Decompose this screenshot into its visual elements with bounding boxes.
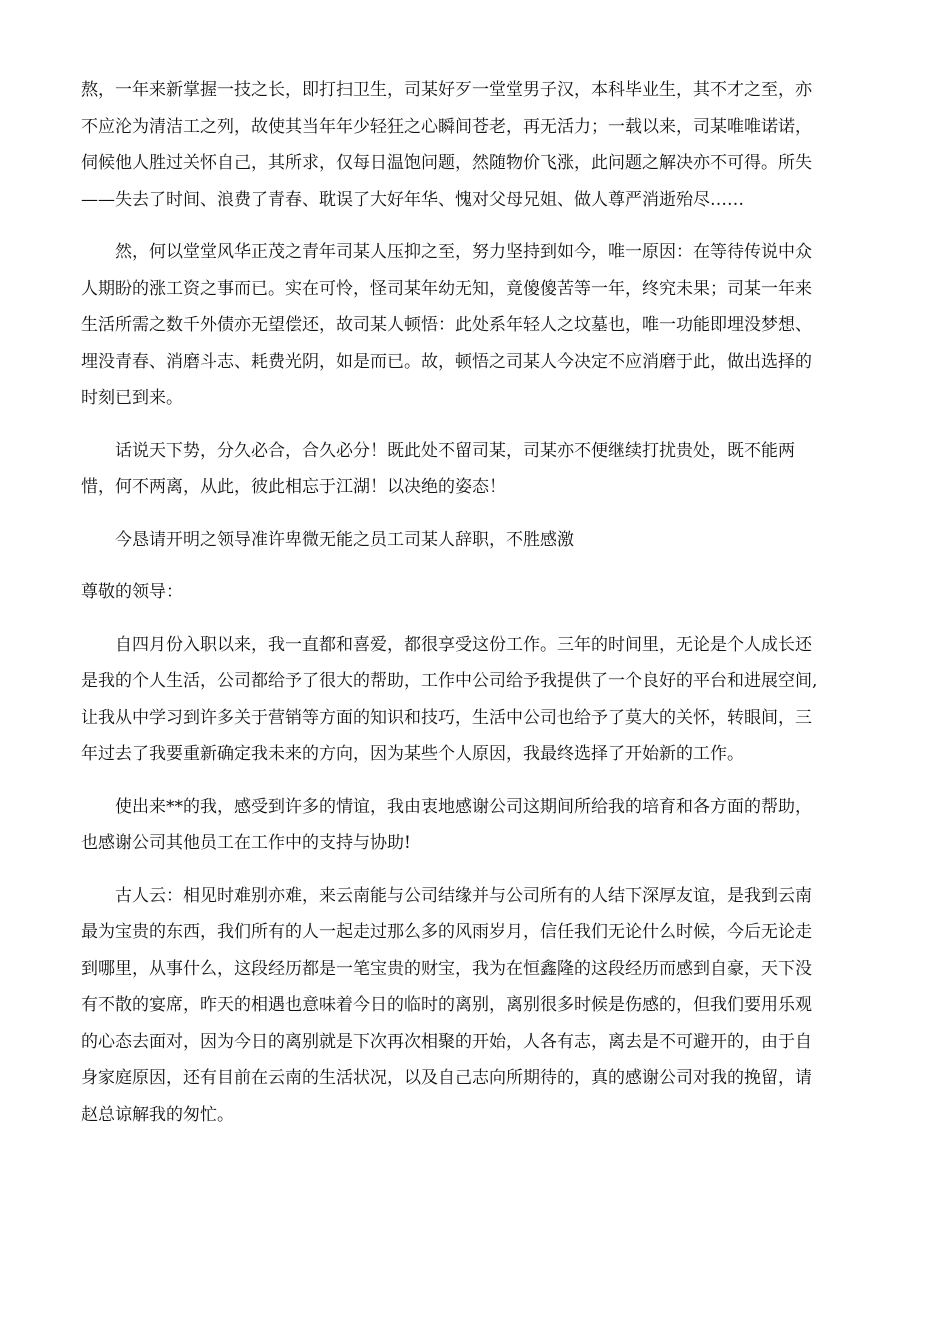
salutation bbox=[81, 574, 871, 611]
text-line: 自四月份入职以来，我一直都和喜爱，都很享受这份工作。三年的时间里，无论是个人成长还 bbox=[115, 634, 812, 655]
text-line: ——失去了时间、浪费了青春、耽误了大好年华、愧对父母兄姐、做人尊严消逝殆尽…… bbox=[81, 189, 744, 210]
paragraph-5 bbox=[81, 627, 871, 773]
text-line: 也感谢公司其他员工在工作中的支持与协助! bbox=[81, 833, 411, 853]
text-line: 赵总谅解我的匆忙。 bbox=[81, 1104, 234, 1125]
paragraph-2 bbox=[81, 234, 871, 417]
paragraph-4 bbox=[81, 522, 871, 559]
text-line: 惜，何不两离，从此，彼此相忘于江湖！以决绝的姿态！ bbox=[81, 477, 506, 497]
paragraph-3 bbox=[81, 433, 871, 506]
text-line: 人期盼的涨工资之事而已。实在可怜，怪司某年幼无知，竟傻傻苦等一年，终究未果；司某一年来 bbox=[81, 278, 812, 299]
text-line: 今恳请开明之领导准许卑微无能之员工司某人辞职，不胜感激 bbox=[115, 529, 574, 550]
text-line: 年过去了我要重新确定我未来的方向，因为某些个人原因，我最终选择了开始新的工作。 bbox=[81, 744, 744, 764]
text-line: 埋没青春、消磨斗志、耗费光阴，如是而已。故，顿悟之司某人今决定不应消磨于此，做出选择的 bbox=[81, 351, 812, 372]
text-line: 让我从中学习到许多关于营销等方面的知识和技巧，生活中公司也给予了莫大的关怀，转眼间，三 bbox=[81, 707, 812, 728]
text-line: 熬，一年来新掌握一技之长，即打扫卫生，司某好歹一堂堂男子汉，本科毕业生，其不才之至，亦 bbox=[81, 80, 812, 100]
text-line: 然，何以堂堂风华正茂之青年司某人压抑之至，努力坚持到如今，唯一原因：在等待传说中众 bbox=[115, 242, 812, 262]
paragraph-7 bbox=[81, 878, 871, 1134]
text-line: 是我的个人生活，公司都给予了很大的帮助，工作中公司给予我提供了一个良好的平台和进展空间, bbox=[81, 671, 818, 691]
text-line: 到哪里，从事什么，这段经历都是一笔宝贵的财宝，我为在恒鑫隆的这段经历而感到自豪，天下没 bbox=[81, 958, 812, 979]
text-line: 最为宝贵的东西，我们所有的人一起走过那么多的风雨岁月，信任我们无论什么时候，今后无论走 bbox=[81, 922, 812, 942]
text-line: 尊敬的领导： bbox=[81, 582, 183, 602]
text-line: 不应沦为清洁工之列，故使其当年年少轻狂之心瞬间苍老，再无活力；一载以来，司某唯唯诺诺， bbox=[81, 116, 812, 137]
document-page bbox=[81, 72, 871, 1149]
text-line: 生活所需之数千外债亦无望偿还，故司某人顿悟：此处系年轻人之坟墓也，唯一功能即埋没梦想、 bbox=[81, 315, 812, 335]
paragraph-1 bbox=[81, 72, 871, 218]
text-line: 身家庭原因，还有目前在云南的生活状况，以及自己志向所期待的，真的感谢公司对我的挽留，请 bbox=[81, 1068, 812, 1088]
text-line: 有不散的宴席，昨天的相遇也意味着今日的临时的离别，离别很多时候是伤感的，但我们要用乐观 bbox=[81, 995, 812, 1015]
text-line: 古人云：相见时难别亦难，来云南能与公司结缘并与公司所有的人结下深厚友谊，是我到云南 bbox=[115, 885, 812, 906]
text-line: 伺候他人胜过关怀自己，其所求，仅每日温饱问题，然随物价飞涨，此问题之解决亦不可得。所失 bbox=[81, 153, 812, 173]
text-line: 的心态去面对，因为今日的离别就是下次再次相聚的开始，人各有志，离去是不可避开的，由于自 bbox=[81, 1031, 812, 1052]
paragraph-6 bbox=[81, 789, 871, 862]
text-line: 使出来**的我，感受到许多的情谊，我由衷地感谢公司这期间所给我的培育和各方面的帮助， bbox=[115, 796, 812, 817]
text-line: 话说天下势，分久必合，合久必分！既此处不留司某，司某亦不便继续打扰贵处，既不能两 bbox=[115, 440, 795, 461]
text-line: 时刻已到来。 bbox=[81, 388, 183, 408]
